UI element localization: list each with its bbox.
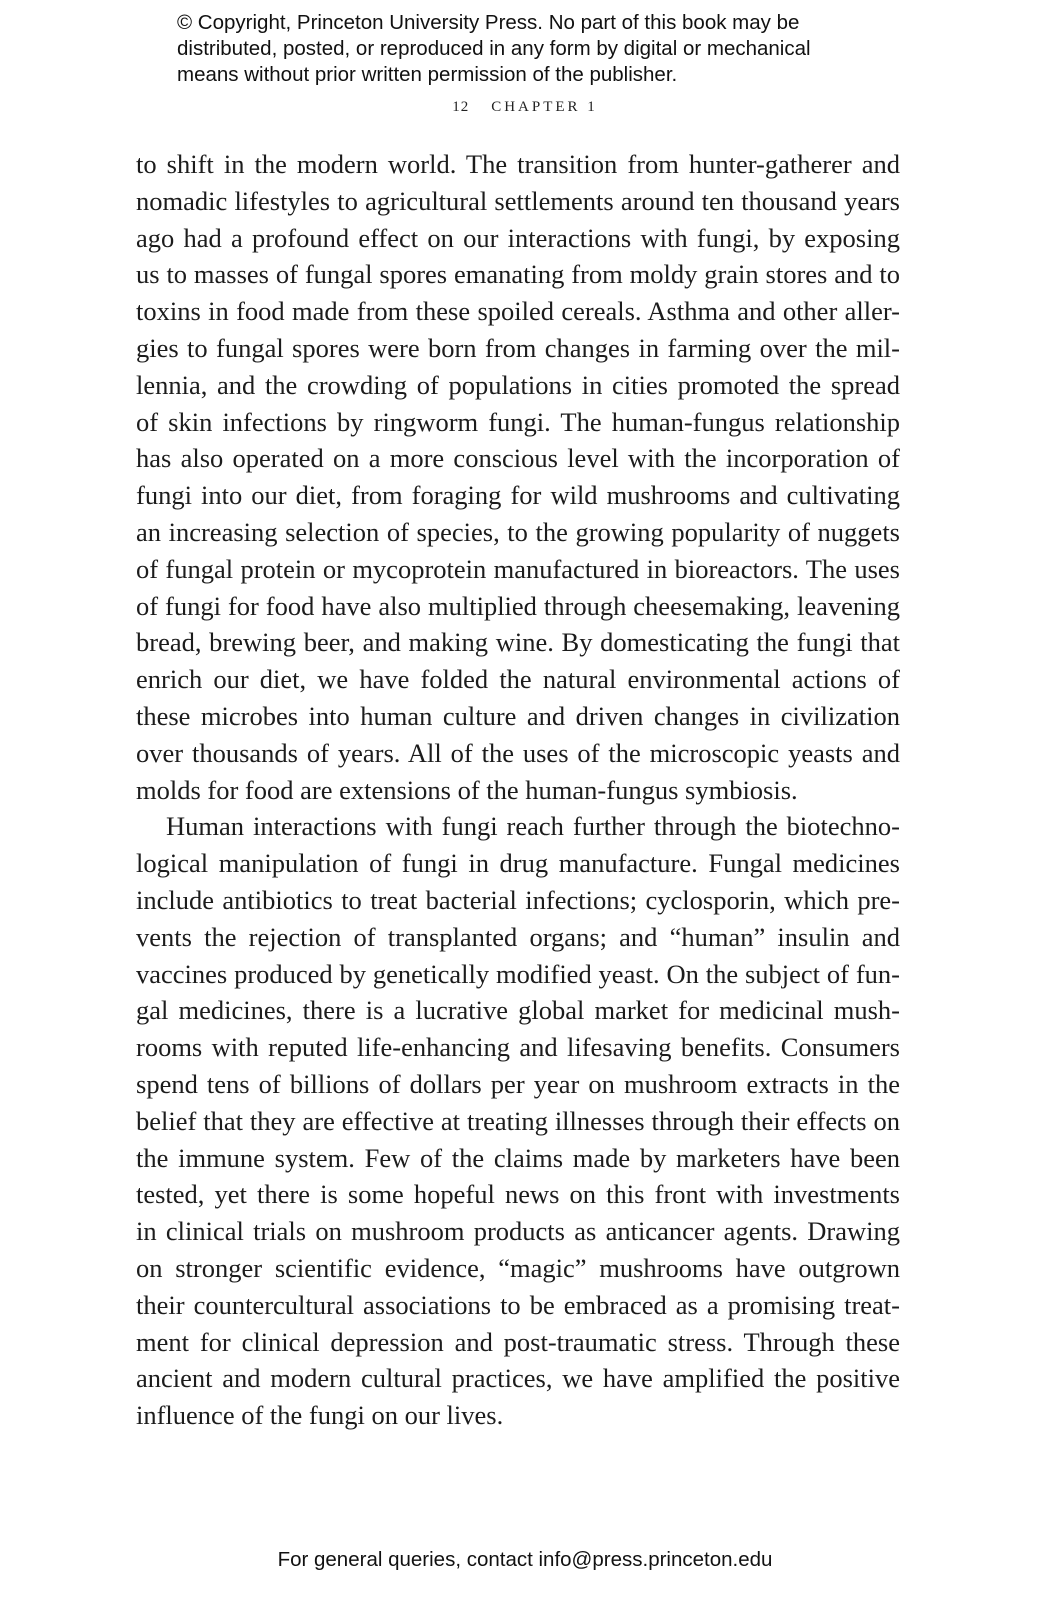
copyright-notice xyxy=(177,10,897,88)
text-line: ago had a profound effect on our interactions with fungi, by exposing xyxy=(136,222,900,253)
copyright-line: means without prior written permission of the publisher. xyxy=(177,63,678,86)
body-text xyxy=(136,146,900,1434)
text-line: bread, brewing beer, and making wine. By domesticating the fungi that xyxy=(136,627,900,658)
text-line: include antibiotics to treat bacterial infections; cyclosporin, which pre- xyxy=(136,884,900,915)
text-line: Human interactions with fungi reach further through the biotechno- xyxy=(166,811,900,842)
text-line: logical manipulation of fungi in drug manufacture. Fungal medicines xyxy=(136,848,900,879)
paragraph-2 xyxy=(136,808,900,1434)
copyright-line: distributed, posted, or reproduced in any form by digital or mechanical xyxy=(177,37,811,60)
text-line: spend tens of billions of dollars per year on mushroom extracts in the xyxy=(136,1068,900,1099)
text-line: has also operated on a more conscious level with the incorporation of xyxy=(136,443,900,474)
text-line: toxins in food made from these spoiled cereals. Asthma and other aller- xyxy=(136,296,900,327)
text-line: influence of the fungi on our lives. xyxy=(136,1400,504,1431)
text-line: lennia, and the crowding of populations in cities promoted the spread xyxy=(136,369,900,400)
text-line: molds for food are extensions of the human-fungus symbiosis. xyxy=(136,774,798,805)
text-line: vents the rejection of transplanted organs; and “human” insulin and xyxy=(136,921,900,952)
text-line: over thousands of years. All of the uses of the microscopic yeasts and xyxy=(136,737,900,768)
text-line: an increasing selection of species, to the growing popularity of nuggets xyxy=(136,516,900,547)
text-line: to shift in the modern world. The transition from hunter-gatherer and xyxy=(136,149,900,179)
copyright-line: © Copyright, Princeton University Press. No part of this book may be xyxy=(177,11,800,34)
text-line: ancient and modern cultural practices, we have amplified the positive xyxy=(136,1363,900,1394)
text-line: fungi into our diet, from foraging for wild mushrooms and cultivating xyxy=(136,480,900,511)
footer-contact: For general queries, contact info@press.princeton.edu xyxy=(277,1548,773,1571)
text-line: rooms with reputed life-enhancing and lifesaving benefits. Consumers xyxy=(136,1032,900,1063)
text-line: enrich our diet, we have folded the natural environmental actions of xyxy=(136,664,900,695)
running-head xyxy=(0,99,1050,116)
text-line: vaccines produced by genetically modified yeast. On the subject of fun- xyxy=(136,958,900,989)
text-line: belief that they are effective at treating illnesses through their effects on xyxy=(136,1105,900,1136)
page-number: 12 xyxy=(452,99,470,115)
chapter-label: CHAPTER 1 xyxy=(491,99,598,115)
text-line: their countercultural associations to be embraced as a promising treat- xyxy=(136,1289,900,1320)
text-line: of fungal protein or mycoprotein manufactured in bioreactors. The uses xyxy=(136,553,900,584)
text-line: ment for clinical depression and post-traumatic stress. Through these xyxy=(136,1326,900,1357)
text-line: these microbes into human culture and driven changes in civilization xyxy=(136,700,900,731)
text-line: gies to fungal spores were born from changes in farming over the mil- xyxy=(136,332,900,363)
text-line: in clinical trials on mushroom products as anticancer agents. Drawing xyxy=(136,1216,900,1247)
text-line: on stronger scientific evidence, “magic” mushrooms have outgrown xyxy=(136,1252,900,1283)
text-line: tested, yet there is some hopeful news on this front with investments xyxy=(136,1179,900,1210)
text-line: the immune system. Few of the claims made by marketers have been xyxy=(136,1142,900,1173)
text-line: of skin infections by ringworm fungi. The human-fungus relationship xyxy=(136,406,900,437)
paragraph-1 xyxy=(136,146,900,808)
text-line: of fungi for food have also multiplied through cheesemaking, leavening xyxy=(136,590,900,621)
text-line: us to masses of fungal spores emanating from moldy grain stores and to xyxy=(136,259,900,290)
text-line: gal medicines, there is a lucrative global market for medicinal mush- xyxy=(136,995,900,1026)
text-line: nomadic lifestyles to agricultural settlements around ten thousand years xyxy=(136,185,900,216)
